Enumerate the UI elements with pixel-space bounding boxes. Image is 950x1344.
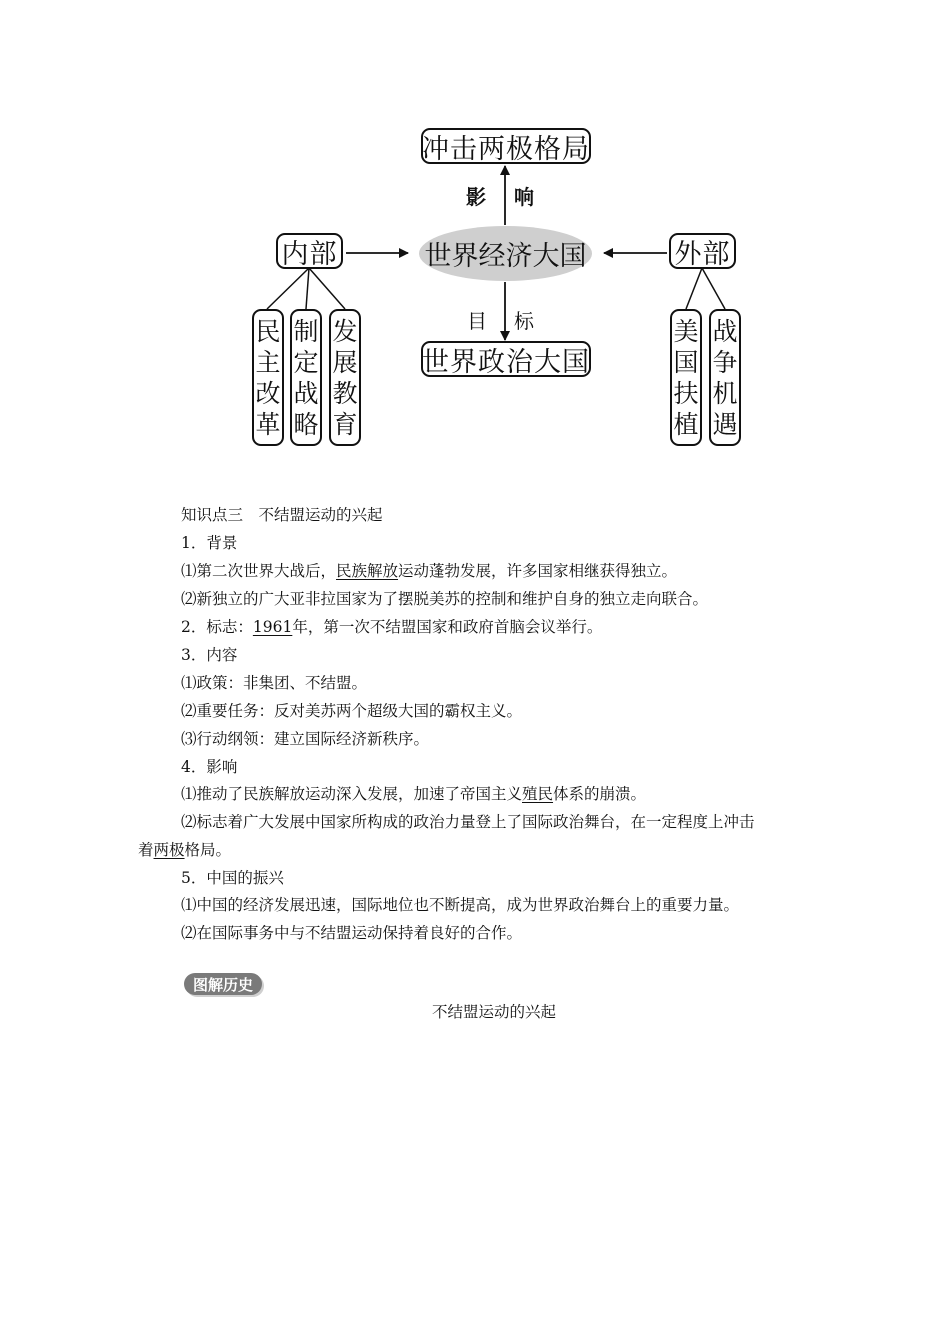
figure-caption: 不结盟运动的兴起 <box>432 1003 557 1021</box>
influence-point-2-line-1: ⑵标志着广大发展中国家所构成的政治力量登上了国际政治舞台，在一定程度上冲击 <box>181 813 755 831</box>
arrow-label-influence-2: 响 <box>514 185 534 209</box>
diagram-item-develop-education: 发展教育 <box>329 309 361 446</box>
symbol-line: 2．标志：1961年，第一次不结盟国家和政府首脑会议举行。 <box>181 618 603 636</box>
arrow-label-goal-2: 标 <box>514 309 534 333</box>
arrow-label-goal-1: 目 <box>467 309 487 333</box>
diagram-item-us-support: 美国扶植 <box>670 309 702 446</box>
diagram-center-node: 世界经济大国 <box>419 226 592 281</box>
illustrated-history-badge: 图解历史 <box>184 973 262 995</box>
section-heading: 知识点三 不结盟运动的兴起 <box>181 506 383 524</box>
background-point-2: ⑵新独立的广大亚非拉国家为了摆脱美苏的控制和维护自身的独立走向联合。 <box>181 590 709 608</box>
diagram-bottom-box: 世界政治大国 <box>421 341 591 377</box>
background-title: 1．背景 <box>181 534 238 552</box>
content-point-2: ⑵重要任务：反对美苏两个超级大国的霸权主义。 <box>181 702 523 720</box>
influence-title: 4．影响 <box>181 758 238 776</box>
diagram-external-box: 外部 <box>669 233 736 269</box>
diagram-top-box: 冲击两极格局 <box>421 128 591 164</box>
diagram-internal-box: 内部 <box>276 233 343 269</box>
background-point-1: ⑴第二次世界大战后，民族解放运动蓬勃发展，许多国家相继获得独立。 <box>181 562 678 580</box>
content-title: 3．内容 <box>181 646 238 664</box>
content-point-3: ⑶行动纲领：建立国际经济新秩序。 <box>181 730 430 748</box>
content-point-1: ⑴政策：非集团、不结盟。 <box>181 674 368 692</box>
influence-point-1: ⑴推动了民族解放运动深入发展，加速了帝国主义殖民体系的崩溃。 <box>181 785 647 803</box>
revival-point-2: ⑵在国际事务中与不结盟运动保持着良好的合作。 <box>181 924 523 942</box>
influence-point-2-line-2: 着两极格局。 <box>138 841 232 859</box>
diagram-item-war-opportunity: 战争机遇 <box>709 309 741 446</box>
revival-point-1: ⑴中国的经济发展迅速，国际地位也不断提高，成为世界政治舞台上的重要力量。 <box>181 896 740 914</box>
arrow-label-influence-1: 影 <box>466 185 486 209</box>
revival-title: 5．中国的振兴 <box>181 869 284 887</box>
diagram-item-democratic-reform: 民主改革 <box>252 309 284 446</box>
diagram-item-formulate-strategy: 制定战略 <box>290 309 322 446</box>
